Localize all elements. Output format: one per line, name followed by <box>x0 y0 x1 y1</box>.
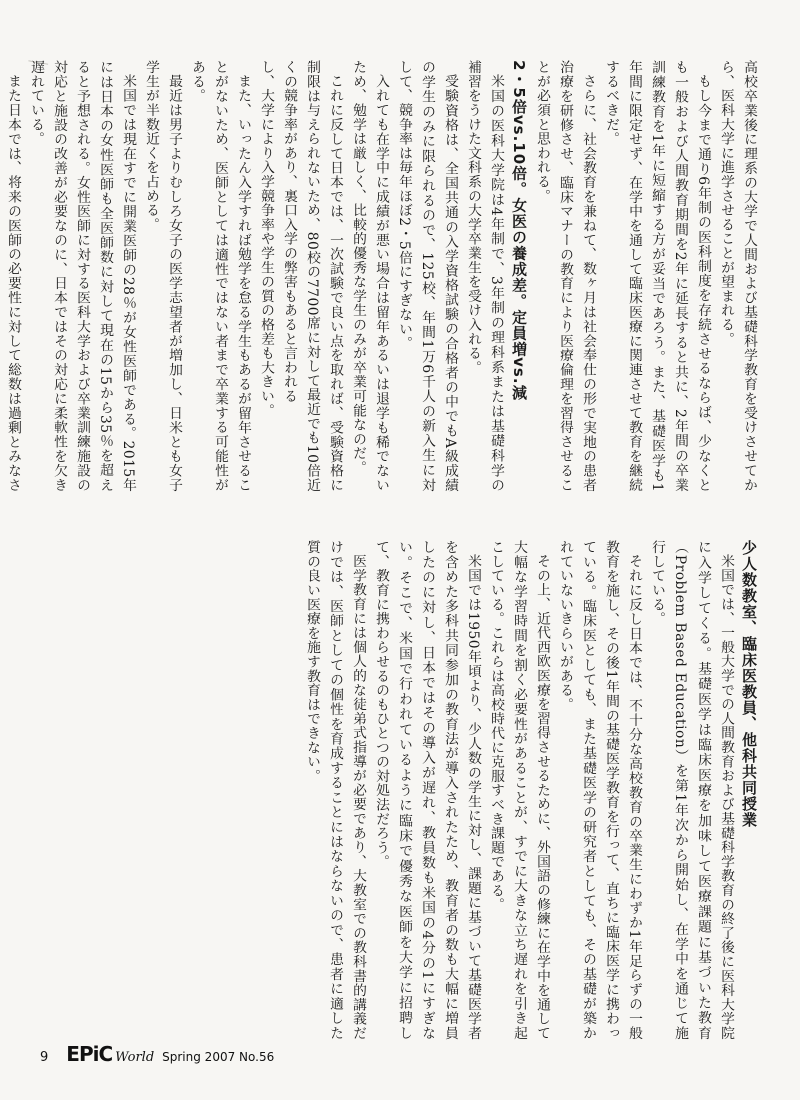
paragraph: それに反し日本では、不十分な高校教育の卒業生にわずか1年足らずの一般教育を施し、その後1年間の基礎医学教育を行って、直ちに臨床医学に携わっている。臨床医としても、また基礎医学の研究者としても、その基礎が築かれていないきらいがある。 <box>557 540 642 1040</box>
paragraph: もし今まで通り6年制の医科制度を存続させるならば、少なくとも一般および人間教育期間を2年に延長すると共に、2年間の卒業訓練教育を1年に短縮する方が妥当であろう。また、基礎医学も1年間に限定せず、在学中を通して臨床医療に関連させて教育を継続するべきだ。 <box>603 60 711 492</box>
paragraph: その上、近代西欧医療を習得させるために、外国語の修練に在学中を通して大幅な学習時間を割く必要性があることが、すでに大きな立ち遅れを引き起こしている。これらは高校時代に克服すべき課題である。 <box>488 540 550 1040</box>
issue-label: Spring 2007 No.56 <box>162 1050 275 1064</box>
paragraph: また日本では、将来の医師の必要性に対して総数は過剰とみなさ <box>5 73 21 492</box>
paragraph: 入れても在学中に成績が悪い場合は留年あるいは退学も稀でないため、勉学は厳しく、比較的優秀な学生のみが卒業可能なのだ。 <box>350 60 389 492</box>
top-text-tier <box>5 60 760 492</box>
paragraph: 米国では1950年頃より、少人数の学生に対し、課題に基づいて基礎医学者を含めた多科共同参加の教育法が導入されたため、教育者の数も大幅に増員したのに対し、日本ではその導入が遅れ、教員数も米国の4分の1にすぎない。そこで、米国で行われているように臨床で優秀な医師を大学に招聘して、教育に携わらせるのもひとつの対処法だろう。 <box>373 540 481 1040</box>
paragraph: これに反して日本では、一次試験で良い点を取れば、受験資格に制限は与えられないため、80校の7700席に対して最近でも10倍近くの競争率があり、裏口入学の弊害もあると言われる <box>281 60 343 492</box>
paragraph: 高校卒業後に理系の大学で人間および基礎科学教育を受けさせてから、医科大学に進学させることが望まれる。 <box>718 60 757 492</box>
magazine-logo-sub: World <box>115 1050 155 1065</box>
page-number: 9 <box>40 1050 49 1065</box>
bottom-text-tier <box>72 540 760 1040</box>
paragraph: また、いったん入学すれば勉学を怠る学生もあるが留年させることがないため、医師としては適性ではない者まで卒業する可能性がある。 <box>189 60 251 492</box>
paragraph: 米国では現在すでに開業医師の28％が女性医師である。2015年には日本の女性医師も全医師数に対して現在の15から35％を超えると予想される。女性医師に対する医科大学および卒業訓練施設の対応と施設の改善が必要なのに、日本ではその対応に柔軟性を欠き遅れている。 <box>28 60 136 492</box>
magazine-logo: EPiC <box>66 1042 113 1066</box>
paragraph: 米国では、一般大学での人間教育および基礎科学教育の終了後に医科大学院に入学してくる。基礎医学は臨床医療を加味して医療課題に基づいた教育（Problem Based Education）を第1年次から開始し、在学中を通じて施行している。 <box>649 540 734 1040</box>
section-heading: 2・5倍vs.10倍。女医の養成差。定員増vs.減 <box>510 60 528 401</box>
paragraph: 受験資格は、全国共通の入学資格試験の合格者の中でもA級成績の学生のみに限られるので、125校、年間1万6千人の新入生に対して、競争率は毎年ほぼ2・5倍にすぎない。 <box>396 60 458 492</box>
paragraph: 最近は男子よりむしろ女子の医学志望者が増加し、日米とも女子学生が半数近くを占める。 <box>143 60 182 492</box>
paragraph: さらに、社会教育を兼ねて、数ヶ月は社会奉仕の形で実地の患者治療を研修させ、臨床マナーの教育により医療倫理を習得させることが必須と思われる。 <box>534 60 596 492</box>
paragraph: 米国の医科大学院は4年制で、3年制の理科系または基礎科学の補習をうけた文科系の大学卒業生を受け入れる。 <box>465 60 504 492</box>
section-heading: 少人数教室、臨床医教員、他科共同授業 <box>740 540 758 828</box>
paragraph: 医学教育には個人的な徒弟式指導が必要であり、大教室での教科書的講義だけでは、医師としての個性を育成することにはならないので、患者に適した質の良い医療を施す教育はできない。 <box>304 540 366 1040</box>
paragraph: し、大学により入学競争率や学生の質の格差も大きい。 <box>258 60 274 418</box>
page-footer <box>40 1042 274 1066</box>
